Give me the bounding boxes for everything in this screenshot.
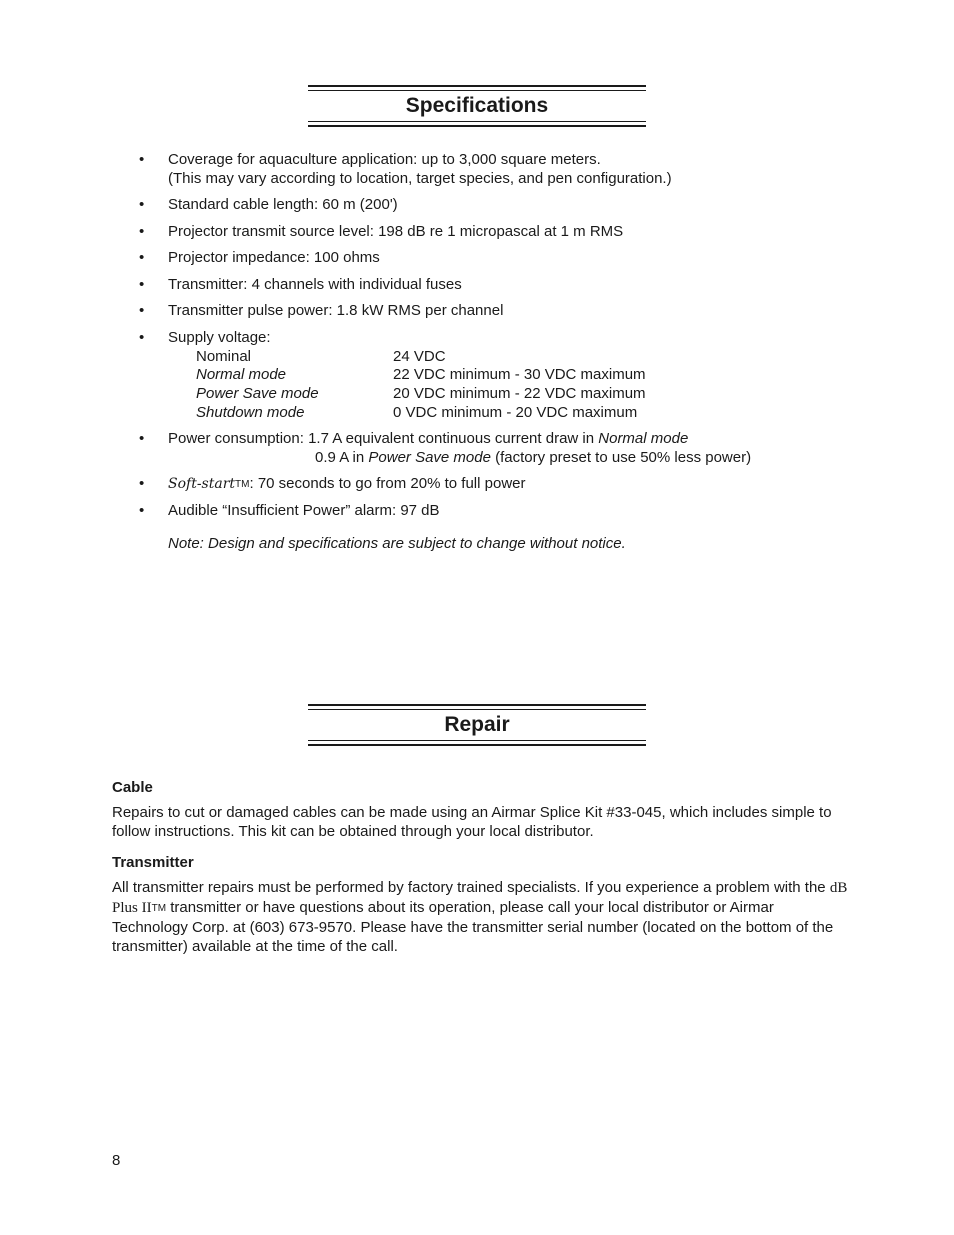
spec-item-cable-length: Standard cable length: 60 m (200') [168, 196, 398, 213]
spec-item-coverage-line2: (This may vary according to location, target species, and pen configuration.) [168, 170, 672, 187]
bullet-marker: • [139, 249, 145, 266]
supply-row-value: 20 VDC minimum - 22 VDC maximum [393, 385, 646, 402]
spec-item-impedance: Projector impedance: 100 ohms [168, 249, 380, 266]
power-consumption-prefix: Power consumption: 1.7 A equivalent continuous current draw in [168, 430, 599, 447]
spec-item-source-level: Projector transmit source level: 198 dB re 1 micropascal at 1 m RMS [168, 223, 624, 240]
alarm-item: Audible “Insufficient Power” alarm: 97 dB [168, 502, 440, 519]
supply-row-label: Shutdown mode [196, 404, 305, 421]
soft-start-item [168, 474, 525, 494]
supply-row-value: 22 VDC minimum - 30 VDC maximum [393, 366, 646, 383]
bullet-marker: • [139, 302, 145, 319]
bullet-marker: • [139, 223, 145, 240]
bullet-marker: • [139, 151, 145, 168]
transmitter-text-after: transmitter or have questions about its operation, please call your local distributor or Airmar Technology Corp. at (603) 673-9570. Please have the transmitter serial number (located on the bottom of the transmitter) available at the time of the call. [112, 899, 834, 955]
page-number: 8 [112, 1152, 121, 1169]
power-consumption-line2-mode: Power Save mode [368, 449, 491, 466]
repair-heading-box [308, 704, 646, 746]
spec-item-coverage-line1: Coverage for aquaculture application: up to 3,000 square meters. [168, 151, 601, 168]
power-consumption-line2-suffix: (factory preset to use 50% less power) [490, 449, 752, 466]
product-tm: TM [151, 903, 167, 914]
cable-paragraph [112, 803, 852, 841]
supply-row-value: 0 VDC minimum - 20 VDC maximum [393, 404, 638, 421]
transmitter-paragraph [112, 878, 852, 956]
bullet-marker: • [139, 475, 145, 492]
supply-voltage-label: Supply voltage: [168, 329, 271, 346]
power-consumption-line1 [168, 429, 688, 448]
specifications-heading-box [308, 85, 646, 127]
bullet-marker: • [139, 430, 145, 447]
spec-item-coverage [168, 150, 672, 188]
soft-start-tm: TM [235, 479, 250, 490]
bullet-marker: • [139, 502, 145, 519]
specifications-note: Note: Design and specifications are subject to change without notice. [168, 535, 626, 552]
supply-row-label: Power Save mode [196, 385, 319, 402]
bullet-marker: • [139, 196, 145, 213]
transmitter-text-before: All transmitter repairs must be performed by factory trained specialists. If you experience a problem with the [112, 879, 830, 896]
soft-start-brand: Soft-start [168, 476, 236, 492]
product-name: dB Plus II [112, 880, 848, 916]
cable-heading: Cable [112, 779, 153, 796]
bullet-marker: • [139, 276, 145, 293]
specifications-title: Specifications [405, 94, 549, 117]
spec-item-channels: Transmitter: 4 channels with individual fuses [168, 276, 462, 293]
power-consumption-line2 [315, 448, 751, 467]
power-consumption-line2-prefix: 0.9 A in [315, 449, 369, 466]
transmitter-heading: Transmitter [112, 854, 194, 871]
cable-text: Repairs to cut or damaged cables can be made using an Airmar Splice Kit #33-045, which includes simple to follow instructions. This kit can be obtained through your local distributor. [112, 804, 832, 840]
soft-start-text: : 70 seconds to go from 20% to full power [249, 475, 526, 492]
spec-item-pulse-power: Transmitter pulse power: 1.8 kW RMS per channel [168, 302, 504, 319]
repair-title: Repair [444, 713, 510, 736]
supply-row-value: 24 VDC [393, 348, 446, 365]
bullet-marker: • [139, 329, 145, 346]
supply-row-label: Normal mode [196, 366, 287, 383]
supply-row-label: Nominal [196, 348, 252, 365]
power-consumption-mode: Normal mode [598, 430, 689, 447]
